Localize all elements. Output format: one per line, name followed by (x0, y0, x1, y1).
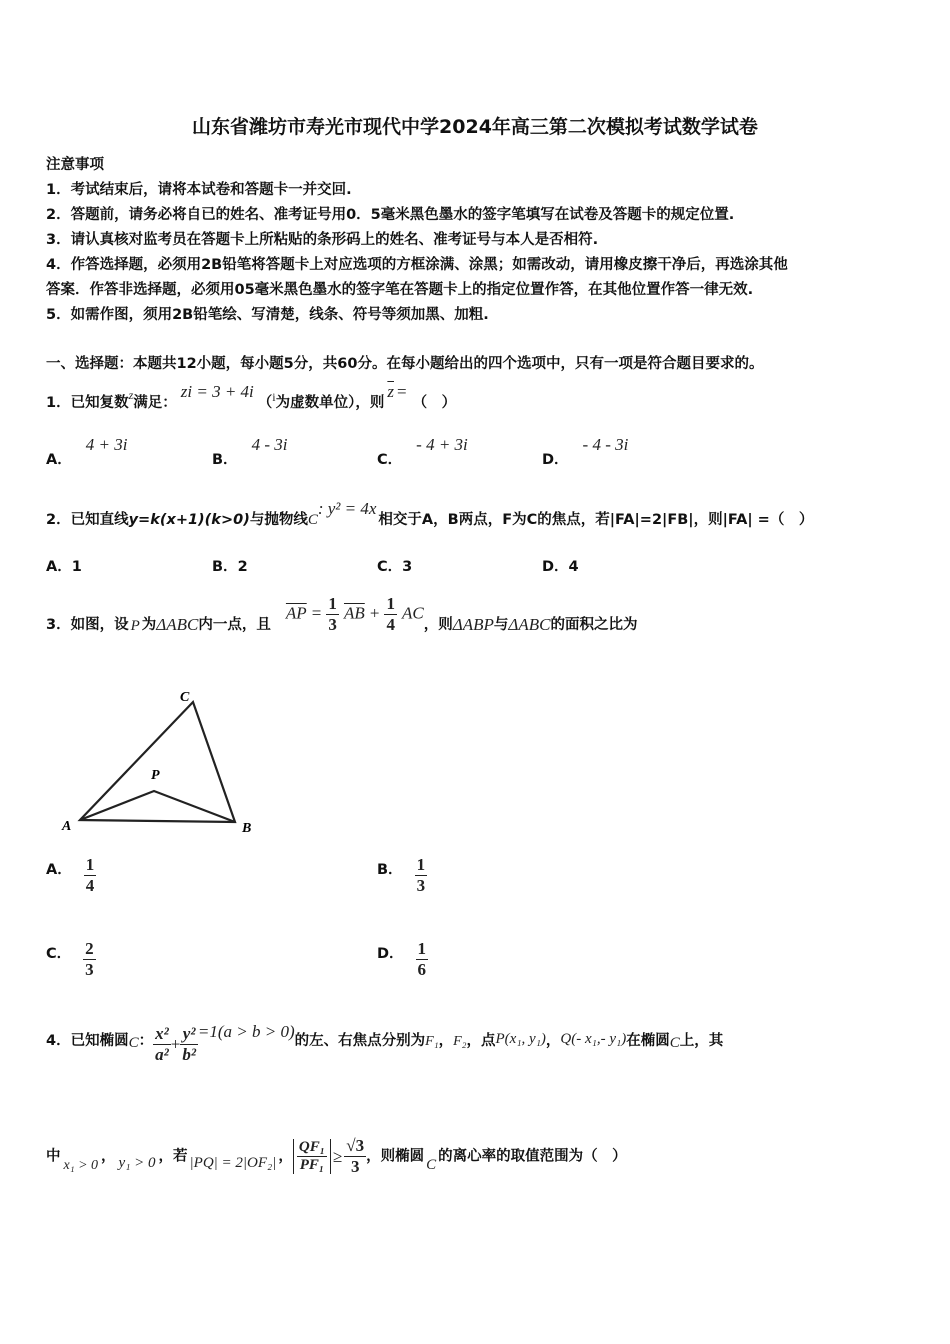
q4-p: P(x₁, y₁) (495, 1030, 546, 1047)
q1-equation: zi = 3 + 4i (180, 382, 254, 401)
q3-option-b (377, 855, 427, 896)
option-label: B． (377, 861, 403, 878)
q4-zhong: 中 (46, 1148, 61, 1165)
q4-mid4: ，则椭圆 (366, 1148, 425, 1165)
q3-mid3: ，则 (423, 617, 453, 633)
q3-c1-den: 3 (328, 615, 337, 634)
q2-curve: C (307, 512, 318, 528)
option-den: 6 (417, 960, 427, 979)
q4-comma: ， (278, 1148, 293, 1165)
q4-sqrt3: √3 (346, 1136, 365, 1155)
q2-option-d (542, 555, 579, 576)
q4-end2: 的离心率的取值范围为（ ） (438, 1148, 627, 1165)
question-4 (46, 1021, 724, 1065)
option-num: 1 (417, 939, 427, 958)
q3-vec-ap: $\overline{AP}$ (285, 603, 307, 623)
q4-comma: ， (101, 1148, 116, 1165)
q4-x1: x₁ > 0 (63, 1157, 99, 1173)
q4-pq: |PQ| = 2|OF₂| (189, 1154, 277, 1171)
q1-paren: （ (257, 395, 273, 411)
q1-blank: （ ） (412, 395, 457, 411)
q4-qf1: QF₁ (298, 1139, 325, 1155)
q1-after: 为虚数单位），则 (275, 395, 385, 411)
q3-option-a (46, 855, 96, 896)
section-heading: 一、选择题：本题共12小题，每小题5分，共60分。在每小题给出的四个选项中，只有一项是符合题目要求的。 (46, 356, 764, 372)
notice-item: 答案．作答非选择题，必须用05毫米黑色墨水的签字笔在答题卡上的指定位置作答，在其他位置作答一律无效. (46, 282, 754, 298)
q4-plus: + (170, 1034, 181, 1054)
q4-eq1: =1(a > b > 0) (197, 1021, 295, 1041)
option-label: C． (377, 559, 403, 575)
q1-option-a (46, 435, 128, 469)
q4-comma: ， (438, 1032, 454, 1049)
q1-eq: = (397, 382, 407, 401)
q3-vec-ab: $\overline{AB}$ (343, 603, 365, 623)
notice-heading: 注意事项 (46, 157, 104, 173)
triangle-abc (80, 702, 235, 822)
q2-curve-eq: : y² = 4x (317, 499, 377, 518)
notice-item: 2．答题前，请务必将自已的姓名、准考证号用0．5毫米黑色墨水的签字笔填写在试卷及答题卡的规定位置. (46, 207, 735, 223)
q3-mid4: 与 (493, 617, 509, 633)
q1-option-c (377, 435, 468, 469)
q3-prefix: 3．如图，设 (46, 617, 129, 633)
option-label: C． (46, 945, 72, 962)
q2-option-c (377, 555, 412, 576)
q4-c: C (128, 1034, 139, 1051)
option-num: 1 (85, 855, 95, 874)
option-value: - 4 - 3i (582, 435, 629, 454)
question-4-cont (46, 1136, 627, 1177)
q2-mid: 与抛物线 (249, 512, 308, 528)
option-label: D． (377, 945, 404, 962)
option-label: D． (542, 452, 569, 468)
q4-q: Q(- x₁,- y₁) (560, 1030, 627, 1047)
q4-three: 3 (350, 1157, 360, 1176)
option-value: 1 (71, 559, 82, 575)
q4-c3: C (426, 1156, 437, 1173)
q4-f1: F₁ (425, 1033, 439, 1049)
label-c: C (180, 690, 190, 705)
q4-x2: x² (155, 1024, 169, 1043)
q4-mid1: 的左、右焦点分别为 (294, 1032, 426, 1049)
option-value: 3 (402, 559, 413, 575)
q4-prefix: 4．已知椭圆 (46, 1032, 129, 1049)
question-2 (46, 499, 814, 529)
notice-item: 3．请认真核对监考员在答题卡上所粘贴的条形码上的姓名、准考证号与本人是否相符. (46, 232, 599, 248)
q4-colon: ： (138, 1032, 154, 1049)
q3-c2-den: 4 (386, 615, 395, 634)
q4-pf1: PF₁ (299, 1157, 325, 1173)
option-num: 1 (416, 855, 426, 874)
q4-y2: y² (182, 1024, 196, 1043)
label-a: A (62, 819, 72, 834)
q4-f2: F₂ (453, 1033, 467, 1049)
q1-zbar: $\overline{z}$ (387, 382, 394, 401)
q4-end1: 上，其 (679, 1032, 724, 1049)
notice-item: 5．如需作图，须用2B铅笔绘、写清楚，线条、符号等须加黑、加粗. (46, 307, 489, 323)
option-label: A． (46, 452, 72, 468)
option-den: 3 (416, 876, 426, 895)
option-value: 2 (237, 559, 248, 575)
q3-option-d (377, 939, 428, 980)
notice-item: 1．考试结束后，请将本试卷和答题卡一并交回. (46, 182, 352, 198)
q3-eq: = (311, 603, 322, 623)
q1-i: i (272, 390, 276, 404)
option-label: B． (212, 559, 238, 575)
q1-prefix: 1．已知复数 (46, 395, 129, 411)
q3-mid2: 内一点，且 (198, 617, 271, 633)
q4-geq: ≥ (332, 1146, 343, 1166)
q2-rest: 相交于A，B两点，F为C的焦点，若|FA|=2|FB|，则|FA| =（ ） (378, 512, 814, 528)
q4-a2: a² (155, 1045, 169, 1064)
q2-option-a (46, 555, 82, 576)
q3-option-c (46, 939, 96, 980)
option-value: 4 - 3i (251, 435, 288, 454)
option-label: A． (46, 559, 72, 575)
q4-comma: ， (545, 1032, 561, 1049)
q3-c1-num: 1 (328, 594, 337, 613)
q3-tri: ΔABC (156, 615, 199, 634)
option-label: D． (542, 559, 569, 575)
q3-tri-abc: ΔABC (508, 615, 551, 634)
q2-line-eq: y=k(x+1)(k>0) (128, 512, 250, 528)
q1-option-d (542, 435, 629, 469)
q3-tri-abp: ΔABP (452, 615, 494, 634)
option-num: 2 (85, 939, 94, 958)
label-p: P (151, 768, 160, 783)
triangle-figure (55, 685, 270, 840)
option-den: 3 (85, 960, 94, 979)
option-label: C． (377, 452, 403, 468)
question-3 (46, 594, 638, 635)
option-label: A． (46, 861, 72, 878)
option-value: - 4 + 3i (416, 435, 468, 454)
option-label: B． (212, 452, 238, 468)
q4-mid3: 在椭圆 (626, 1032, 670, 1049)
q3-mid1: 为 (141, 617, 157, 633)
question-1 (46, 382, 457, 412)
q2-prefix: 2．已知直线 (46, 512, 129, 528)
q1-mid: 满足： (133, 395, 177, 411)
q3-c2-num: 1 (386, 594, 395, 613)
q1-var: z (128, 388, 134, 402)
q4-c2: C (669, 1034, 680, 1051)
q3-end: 的面积之比为 (550, 617, 638, 633)
q3-plus: + (369, 603, 380, 623)
q1-option-b (212, 435, 288, 469)
q4-ruo: ，若 (158, 1148, 188, 1165)
notice-item: 4．作答选择题，必须用2B铅笔将答题卡上对应选项的方框涂满、涂黑；如需改动，请用橡皮擦干净后，再选涂其他 (46, 257, 788, 273)
q4-mid2: ，点 (466, 1032, 496, 1049)
option-value: 4 + 3i (85, 435, 128, 454)
q2-option-b (212, 555, 248, 576)
label-b: B (242, 821, 252, 836)
q3-vec-ac: AC (402, 603, 424, 623)
page-title: 山东省潍坊市寿光市现代中学2024年高三第二次模拟考试数学试卷 (192, 116, 758, 138)
q3-p: P (130, 618, 140, 634)
option-value: 4 (568, 559, 579, 575)
q4-y1: y₁ > 0 (118, 1154, 156, 1171)
option-den: 4 (85, 876, 95, 895)
q4-b2: b² (182, 1045, 196, 1064)
